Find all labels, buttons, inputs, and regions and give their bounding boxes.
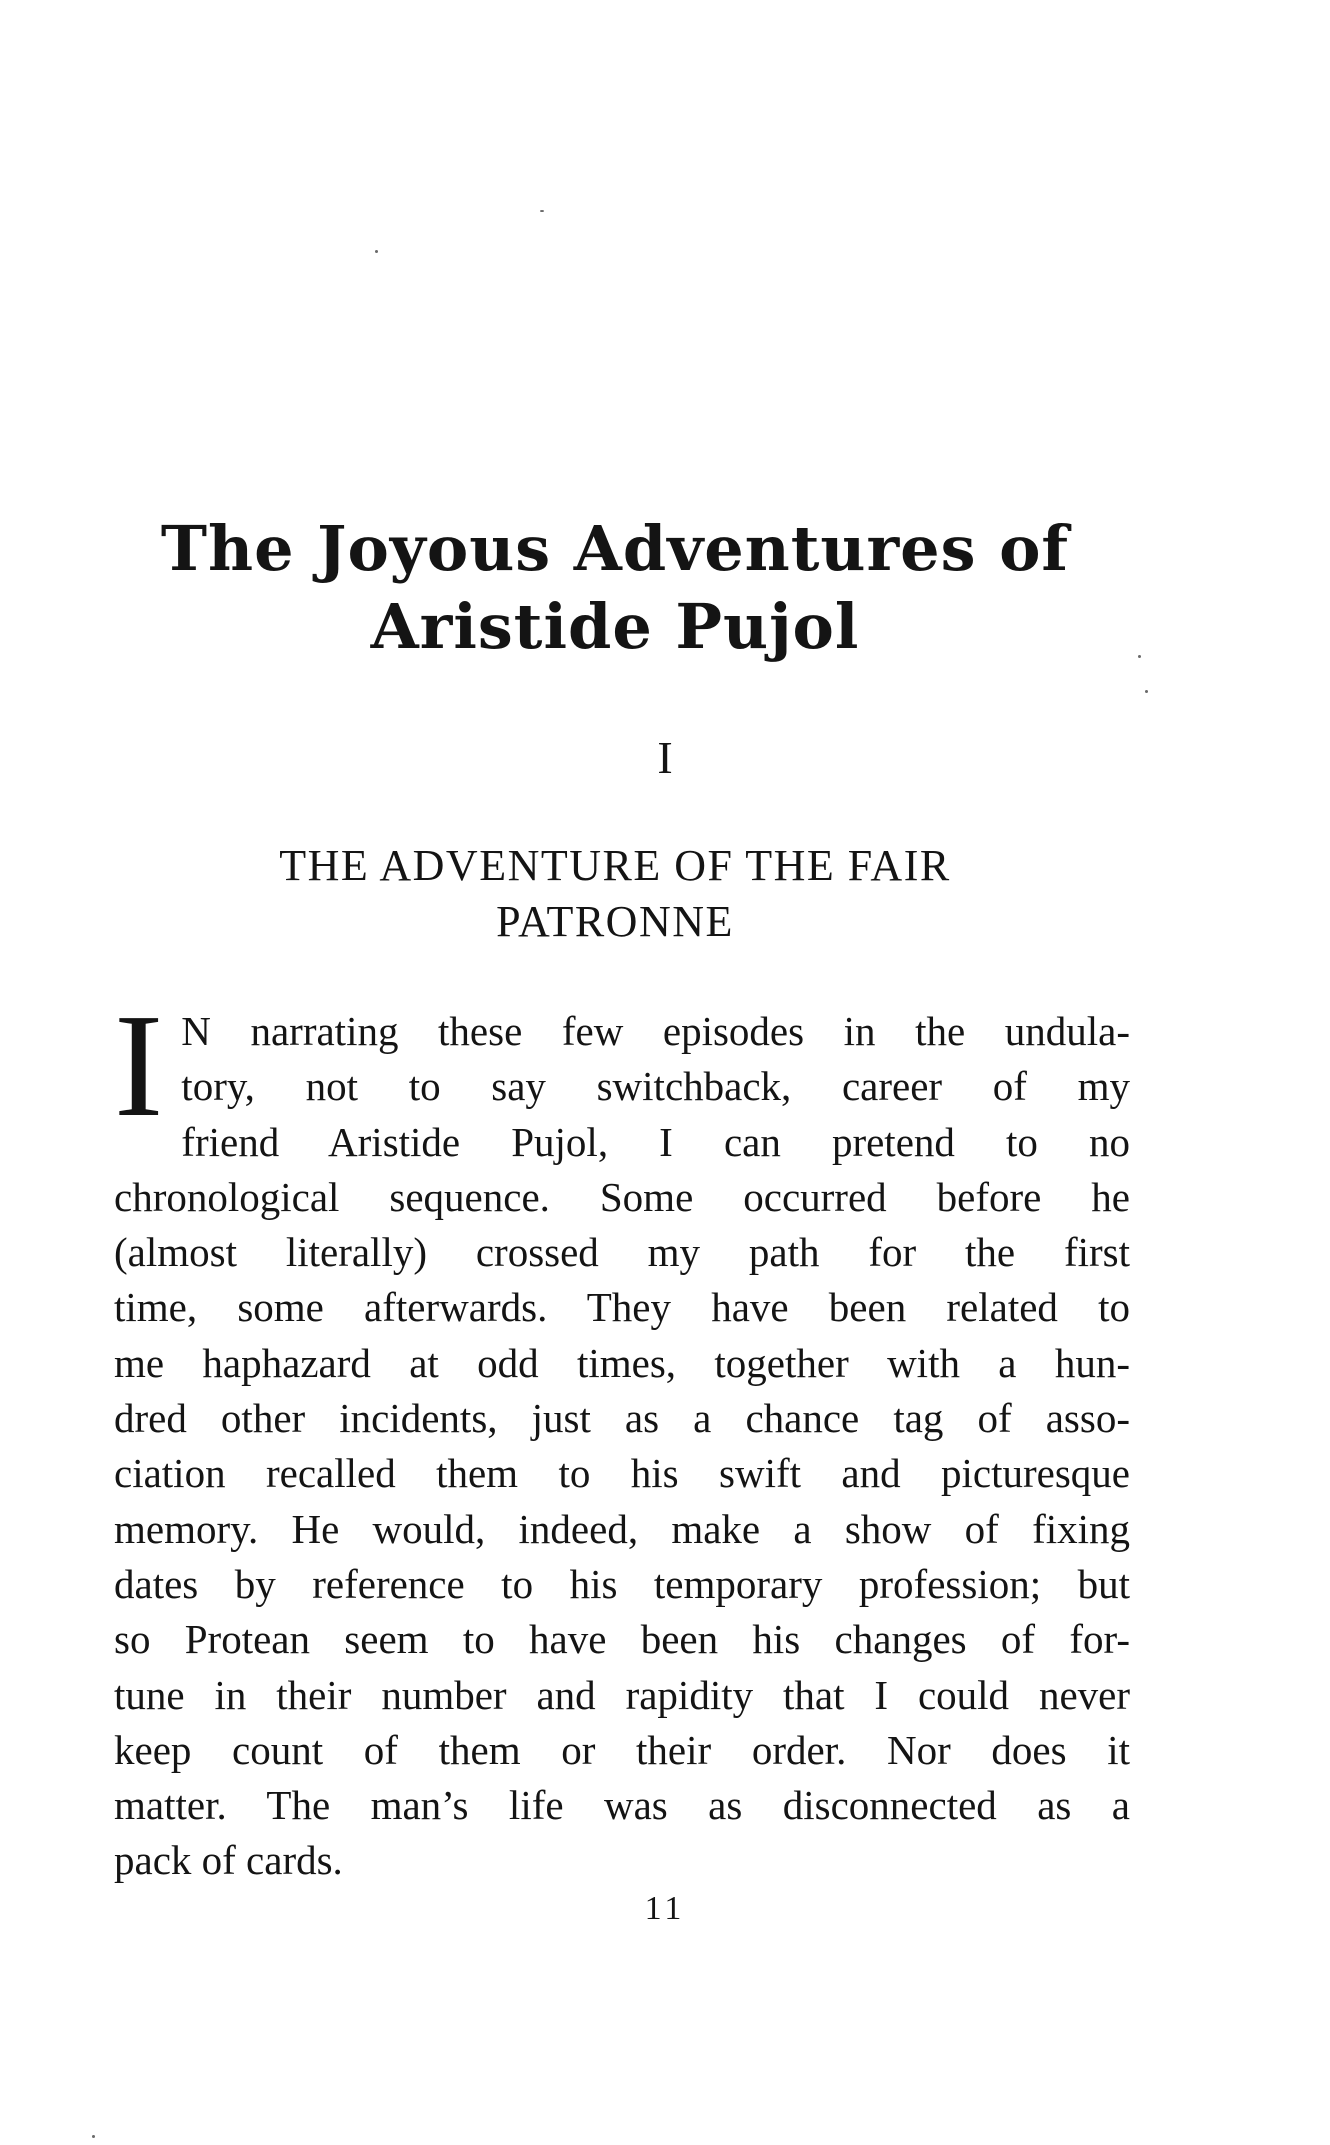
text-line: keep count of them or their order. Nor does it [114, 1726, 1130, 1773]
text-line: tory, not to say switchback, career of my [181, 1063, 1130, 1110]
text-line: (almost literally) crossed my path for the first [114, 1229, 1130, 1276]
page-number: 11 [644, 1890, 686, 1927]
scan-speck [540, 210, 544, 212]
text-line: friend Aristide Pujol, I can pretend to no [181, 1118, 1130, 1165]
scan-speck [375, 250, 378, 253]
text-line: N narrating these few episodes in the undula- [181, 1008, 1130, 1054]
text-line: time, some afterwards. They have been related to [114, 1284, 1130, 1331]
text-line: ciation recalled them to his swift and picturesque [114, 1450, 1130, 1497]
text-line: me haphazard at odd times, together with a hun- [114, 1339, 1130, 1386]
text-line: dred other incidents, just as a chance tag of asso- [114, 1395, 1130, 1442]
text-line: chronological sequence. Some occurred before he [114, 1173, 1130, 1220]
scan-speck [92, 2135, 95, 2138]
book-title-line-2: Aristide Pujol [370, 590, 860, 663]
book-title-line-1: The Joyous Adventures of [160, 512, 1070, 585]
body-paragraph [114, 984, 1130, 1889]
text-line: tune in their number and rapidity that I could never [114, 1671, 1130, 1718]
chapter-title [150, 838, 1080, 950]
text-line: so Protean seem to have been his changes of for- [114, 1616, 1130, 1663]
drop-cap: I [114, 984, 164, 1148]
chapter-title-line-1: THE ADVENTURE OF THE FAIR [279, 841, 951, 890]
text-line: dates by reference to his temporary profession; but [114, 1560, 1130, 1607]
chapter-title-line-2: PATRONNE [496, 897, 734, 946]
book-title [150, 510, 1080, 666]
text-line: matter. The man’s life was as disconnected as a [114, 1782, 1130, 1829]
text-line: pack of cards. [114, 1837, 343, 1884]
scan-speck [1138, 655, 1141, 658]
text-line: memory. He would, indeed, make a show of fixing [114, 1505, 1130, 1552]
chapter-number: I [657, 732, 673, 783]
scan-speck [1145, 690, 1148, 693]
